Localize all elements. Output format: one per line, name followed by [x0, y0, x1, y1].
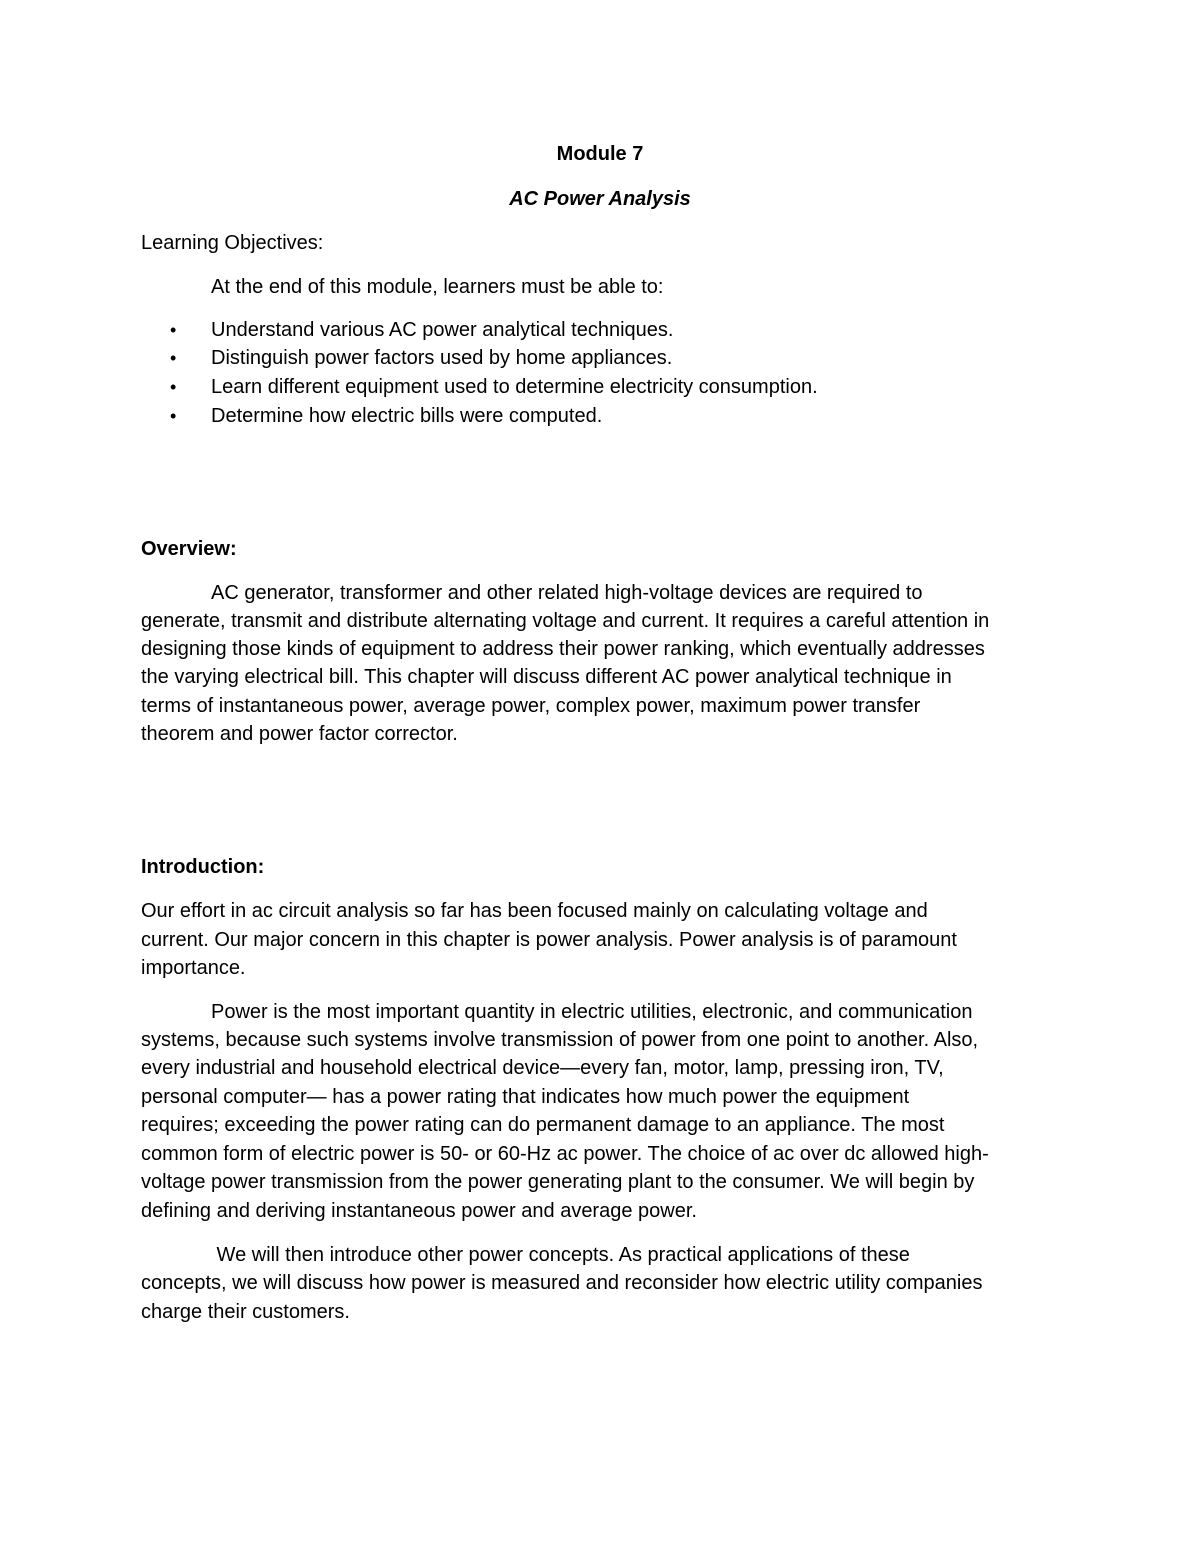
objective-item: Distinguish power factors used by home appliances. [211, 347, 673, 369]
intro-line: requires; exceeding the power rating can do permanent damage to an appliance. The most [141, 1114, 945, 1136]
bullet-glyph: • [170, 320, 177, 340]
module-title: Module 7 [556, 143, 644, 165]
intro-line: personal computer— has a power rating that indicates how much power the equipment [141, 1086, 910, 1108]
overview-line: terms of instantaneous power, average power, complex power, maximum power transfer [141, 695, 921, 717]
bullet-glyph: • [170, 377, 177, 397]
overview-line: the varying electrical bill. This chapter will discuss different AC power analytical technique in [141, 666, 952, 688]
intro-line: current. Our major concern in this chapter is power analysis. Power analysis is of paramount [141, 929, 957, 951]
objective-item: Understand various AC power analytical techniques. [211, 319, 674, 341]
objective-item: Learn different equipment used to determine electricity consumption. [211, 376, 818, 398]
learning-objectives-intro: At the end of this module, learners must be able to: [211, 276, 664, 298]
overview-line: theorem and power factor corrector. [141, 723, 458, 745]
overview-line: designing those kinds of equipment to address their power ranking, which eventually addresses [141, 638, 985, 660]
intro-line: concepts, we will discuss how power is measured and reconsider how electric utility companies [141, 1272, 983, 1294]
intro-line: Our effort in ac circuit analysis so far has been focused mainly on calculating voltage and [141, 900, 928, 922]
bullet-glyph: • [170, 348, 177, 368]
intro-line: We will then introduce other power concepts. As practical applications of these [211, 1244, 910, 1266]
intro-line: defining and deriving instantaneous power and average power. [141, 1200, 697, 1222]
bullet-glyph: • [170, 406, 177, 426]
intro-line: voltage power transmission from the power generating plant to the consumer. We will begin by [141, 1171, 975, 1193]
overview-heading: Overview: [141, 538, 237, 560]
objective-item: Determine how electric bills were computed. [211, 405, 603, 427]
intro-line: common form of electric power is 50- or 60-Hz ac power. The choice of ac over dc allowed high- [141, 1143, 989, 1165]
learning-objectives-heading: Learning Objectives: [141, 232, 324, 254]
overview-line: AC generator, transformer and other related high-voltage devices are required to [211, 582, 923, 604]
module-subtitle: AC Power Analysis [509, 188, 691, 210]
intro-line: importance. [141, 957, 246, 979]
overview-line: generate, transmit and distribute alternating voltage and current. It requires a careful attention in [141, 610, 990, 632]
intro-line: systems, because such systems involve transmission of power from one point to another. Also, [141, 1029, 979, 1051]
intro-line: charge their customers. [141, 1301, 350, 1323]
intro-line: every industrial and household electrical device—every fan, motor, lamp, pressing iron, TV, [141, 1057, 944, 1079]
introduction-heading: Introduction: [141, 856, 265, 878]
intro-line: Power is the most important quantity in electric utilities, electronic, and communication [211, 1001, 973, 1023]
